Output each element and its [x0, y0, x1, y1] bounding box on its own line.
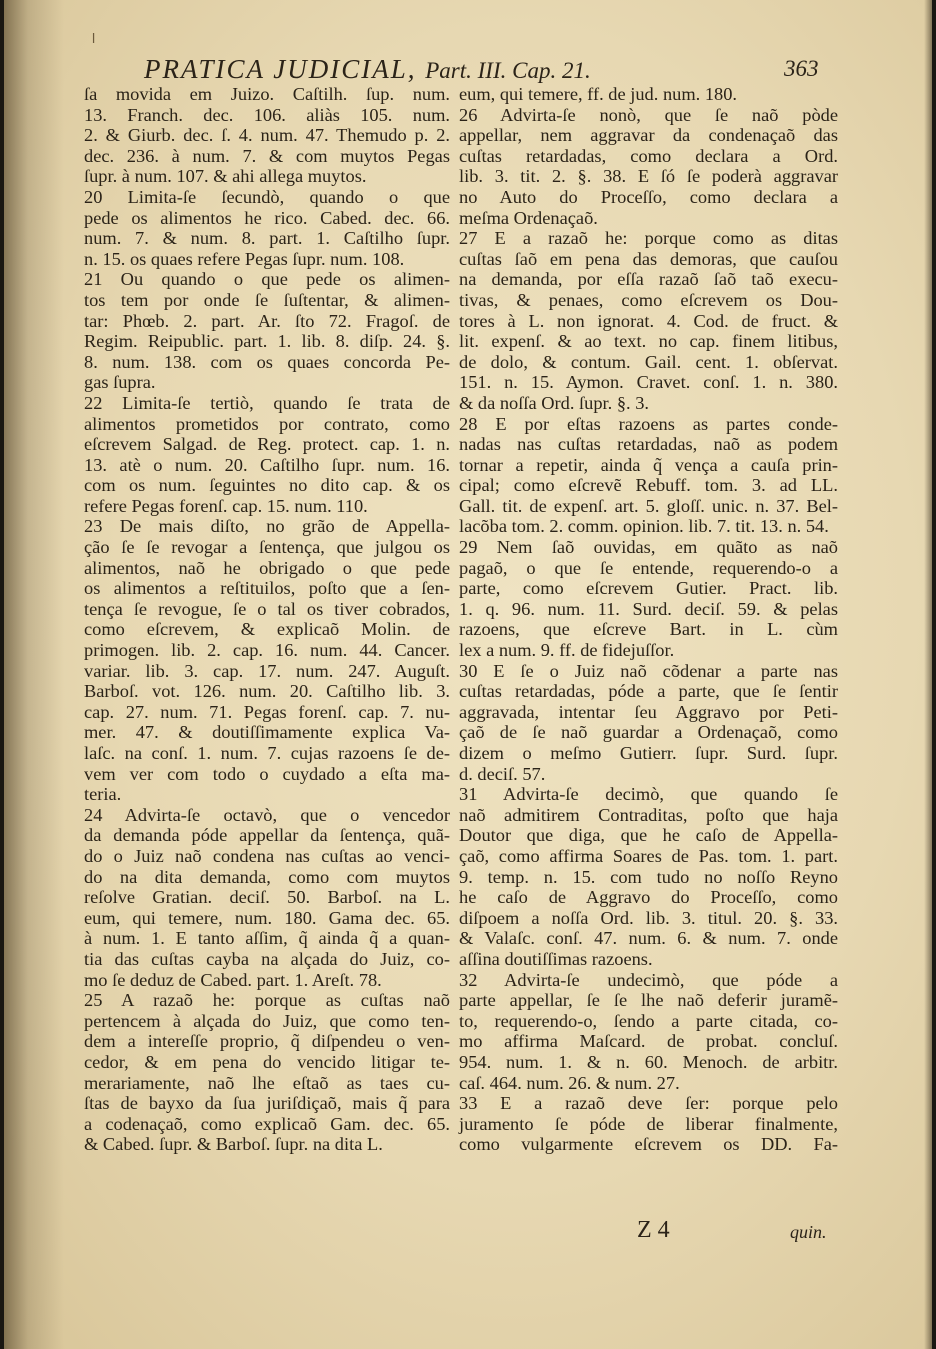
text-line: a codenaçaõ, como explicaõ Gam. dec. 65. [84, 1113, 450, 1134]
text-line: de dolo, & contum. Gail. cent. 1. obſervat. [459, 351, 838, 372]
pencil-mark: l [92, 30, 96, 46]
text-line: laſc. na conſ. 1. num. 7. cujas razoens ſe de- [84, 743, 450, 763]
text-line: tar: Phœb. 2. part. Ar. ſto 72. Fragoſ. de [84, 310, 450, 331]
text-line: aggravada, intentar ſeu Aggravo por Peti- [459, 701, 838, 722]
text-line: 28 E por eſtas razoens as partes conde- [459, 413, 838, 434]
text-line: no Auto do Proceſſo, como declara a [459, 186, 838, 207]
running-head-part: Part. III. Cap. 21. [425, 58, 591, 83]
text-line: pertencem à alçada do Juiz, que como ten- [84, 1010, 450, 1031]
text-line: cuſtas retardadas, póde a parte, que ſe ſentir [459, 681, 838, 702]
text-line: Gall. tit. de expenſ. art. 5. gloſſ. unic. n. 37. Bel- [459, 495, 838, 516]
text-line: razoens, que eſcreve Bart. in L. cùm [459, 619, 838, 640]
text-line: cuſtas ſaõ em pena das demoras, que cauſou [459, 248, 838, 269]
text-line: lacõba tom. 2. comm. opinion. lib. 7. tit. 13. n. 54. [459, 516, 829, 537]
text-line: do o Juiz naõ condena nas cuſtas ao venci- [84, 845, 450, 866]
text-line: na demanda, por eſſa razaõ ſaõ taõ execu- [459, 269, 838, 290]
text-line: naõ admitirem Contraditas, poſto que haja [459, 804, 838, 825]
text-line: 22 Limita-ſe tertiò, quando ſe trata de [84, 392, 450, 413]
gutter-shadow [4, 0, 64, 1349]
text-line: ſtas de bayxo da ſua juriſdiçaõ, mais q̃ para [84, 1093, 450, 1114]
text-line: alimentos, naõ he obrigado o que pede [84, 557, 450, 578]
text-line: dec. 236. à num. 7. & com muytos Pegas [84, 145, 450, 166]
text-line: & Cabed. ſupr. & Barboſ. ſupr. na dita L. [84, 1134, 383, 1155]
catchword: quin. [790, 1222, 827, 1242]
text-line: ção ſe ſe revogar a ſentença, que julgou os [84, 537, 450, 558]
text-line: cipal; como eſcrevẽ Rebuff. tom. 3. ad LL. [459, 475, 838, 496]
text-line: dizem o meſmo Gutierr. ſupr. Surd. ſupr. [459, 743, 838, 763]
text-line: gas ſupra. [84, 372, 156, 393]
text-line: & Valaſc. conſ. 47. num. 6. & num. 7. onde [459, 928, 838, 949]
text-line: caſ. 464. num. 26. & num. 27. [459, 1072, 680, 1093]
text-line: com os num. ſeguintes no dito cap. & os [84, 475, 450, 496]
text-line: 33 E a razaõ deve ſer: porque pelo [459, 1093, 838, 1114]
text-line: como vulgarmente eſcrevem os DD. Fa- [459, 1134, 838, 1155]
signature-mark: Z 4 [637, 1217, 670, 1243]
text-line: Doutor que diga, que he caſo de Appella- [459, 825, 838, 846]
text-line: merariamente, naõ lhe eſtaõ as taes cu- [84, 1072, 450, 1093]
text-line: 23 De mais diſto, no grão de Appella- [84, 516, 450, 537]
text-line: appellar, nem aggravar da condenaçaõ das [459, 125, 838, 146]
text-line: 32 Advirta-ſe undecimò, que póde a [459, 969, 838, 990]
text-line: eum, qui temere, ff. de jud. num. 180. [459, 84, 738, 104]
page-edge-shadow [924, 0, 932, 1349]
text-line: 1. q. 96. num. 11. Surd. deciſ. 59. & pelas [459, 598, 838, 619]
right-column [459, 84, 838, 1155]
text-line: tença ſe revogue, ſe o tal os tiver cobrados, [84, 598, 450, 619]
text-line: ſa movida em Juizo. Caſtilh. ſup. num. [84, 84, 450, 104]
page-number: 363 [784, 56, 819, 81]
text-line: mo affirma Maſcard. de probat. concluſ. [459, 1031, 838, 1052]
book-page [4, 0, 932, 1349]
text-line: refere Pegas forenſ. cap. 15. num. 110. [84, 495, 368, 516]
text-line: 2. & Giurb. dec. ſ. 4. num. 47. Themudo p. 2. [84, 125, 450, 146]
text-line: & da noſſa Ord. ſupr. §. 3. [459, 392, 650, 413]
text-line: 21 Ou quando o que pede os alimen- [84, 269, 450, 290]
text-line: pagaõ, o que ſe entende, requerendo-o a [459, 557, 838, 578]
text-line: teria. [84, 784, 122, 805]
text-line: reſolve Gratian. deciſ. 50. Barboſ. na L. [84, 887, 450, 908]
text-line: çaõ, como affirma Soares de Pas. tom. 1. part. [459, 845, 838, 866]
text-line: tores à L. non ignorat. 4. Cod. de fruct. & [459, 310, 838, 331]
text-line: variar. lib. 3. cap. 17. num. 247. Auguſt. [84, 660, 450, 681]
text-line: à num. 1. E tanto aſſim, q̃ ainda q̃ a quan- [84, 928, 450, 949]
text-line: 13. Franch. dec. 106. aliàs 105. num. [84, 104, 450, 125]
text-line: meſma Ordenaçaõ. [459, 207, 598, 228]
text-line: tornar a repetir, ainda q̃ vença a cauſa prin- [459, 454, 838, 475]
text-line: nadas nas cuſtas retardadas, naõ as podem [459, 434, 838, 455]
text-line: 8. num. 138. com os quaes concorda Pe- [84, 351, 450, 372]
text-line: lex a num. 9. ff. de fidejuſſor. [459, 640, 675, 661]
text-line: 954. num. 1. & n. 60. Menoch. de arbitr. [459, 1051, 838, 1072]
text-line: 151. n. 15. Aymon. Cravet. conſ. 1. n. 380. [459, 372, 838, 393]
text-line: parte, como eſcrevem Gutier. Pract. lib. [459, 578, 838, 599]
text-line: lib. 3. tit. 2. §. 38. E ſó ſe poderà aggravar [459, 166, 838, 187]
text-line: d. deciſ. 57. [459, 763, 546, 784]
text-line: Barboſ. vot. 126. num. 20. Caſtilho lib. 3. [84, 681, 450, 702]
text-line: da demanda póde appellar da ſentença, quã- [84, 825, 450, 846]
text-line: 24 Advirta-ſe octavò, que o vencedor [84, 804, 450, 825]
text-line: tia das cuſtas cayba na alçada do Juiz, co- [84, 948, 450, 969]
running-head-title: PRATICA JUDICIAL, [144, 54, 417, 84]
text-line: 13. atè o num. 20. Caſtilho ſupr. num. 16. [84, 454, 450, 475]
text-line: 20 Limita-ſe ſecundò, quando o que [84, 186, 450, 207]
text-line: 25 A razaõ he: porque as cuſtas naõ [84, 990, 450, 1011]
text-line: 30 E ſe o Juiz naõ cõdenar a parte nas [459, 660, 838, 681]
text-line: Regim. Reipublic. part. 1. lib. 8. diſp. 24. §. [84, 331, 450, 352]
text-line: vem ver com todo o cuydado a eſta ma- [84, 763, 450, 784]
running-head [144, 54, 591, 85]
text-line: n. 15. os quaes refere Pegas ſupr. num. 108. [84, 248, 405, 269]
text-line: num. 7. & num. 8. part. 1. Caſtilho ſupr. [84, 228, 450, 249]
text-line: aſſina doutiſſimas razoens. [459, 948, 653, 969]
text-line: ſupr. à num. 107. & ahi allega muytos. [84, 166, 367, 187]
text-line: eum, qui temere, num. 180. Gama dec. 65. [84, 907, 450, 928]
text-line: 29 Nem ſaõ ouvidas, em quãto as naõ [459, 537, 838, 558]
text-line: pede os alimentos he rico. Cabed. dec. 66. [84, 207, 450, 228]
text-line: tos tem por onde ſe ſuſtentar, & alimen- [84, 289, 450, 310]
text-line: mer. 47. & doutiſſimamente explica Va- [84, 722, 450, 743]
text-line: 31 Advirta-ſe decimò, que quando ſe [459, 784, 838, 805]
text-line: dem a intereſſe proprio, q̃ diſpendeu o ven- [84, 1031, 450, 1052]
text-line: do na dita demanda, como com muytos [84, 866, 450, 887]
text-line: he caſo de Aggravo do Proceſſo, como [459, 887, 838, 908]
text-line: mo ſe deduz de Cabed. part. 1. Areſt. 78. [84, 969, 382, 990]
text-line: diſpoem a noſſa Ord. lib. 3. titul. 20. §. 33. [459, 907, 838, 928]
text-line: cap. 27. num. 71. Pegas forenſ. cap. 7. nu- [84, 701, 450, 722]
text-line: cuſtas retardadas, como declara a Ord. [459, 145, 838, 166]
text-line: parte appellar, ſe ſe lhe naõ deferir juramẽ- [459, 990, 838, 1011]
text-line: eſcrevem Salgad. de Reg. protect. cap. 1. n. [84, 434, 450, 455]
text-line: çaõ de ſe naõ guardar a Ordenaçaõ, como [459, 722, 838, 743]
text-line: juramento ſe póde de liberar finalmente, [459, 1113, 838, 1134]
text-line: alimentos prometidos por contrato, como [84, 413, 450, 434]
text-line: cedor, & em pena do vencido litigar te- [84, 1051, 450, 1072]
text-line: 9. temp. n. 15. com tudo no noſſo Reyno [459, 866, 838, 887]
text-line: lit. expenſ. & ao text. no cap. finem litibus, [459, 331, 838, 352]
text-line: 26 Advirta-ſe nonò, que ſe naõ pòde [459, 104, 838, 125]
text-line: os alimentos a reſtituilos, poſto que a ſen- [84, 578, 450, 599]
text-line: 27 E a razaõ he: porque como as ditas [459, 228, 838, 249]
left-column [84, 84, 450, 1155]
text-line: tivas, & penaes, como eſcrevem os Dou- [459, 289, 838, 310]
text-line: como eſcrevem, & explicaõ Molin. de [84, 619, 450, 640]
text-line: primogen. lib. 2. cap. 16. num. 44. Cancer. [84, 640, 450, 661]
text-line: to, requerendo-o, ſendo a parte citada, co- [459, 1010, 838, 1031]
